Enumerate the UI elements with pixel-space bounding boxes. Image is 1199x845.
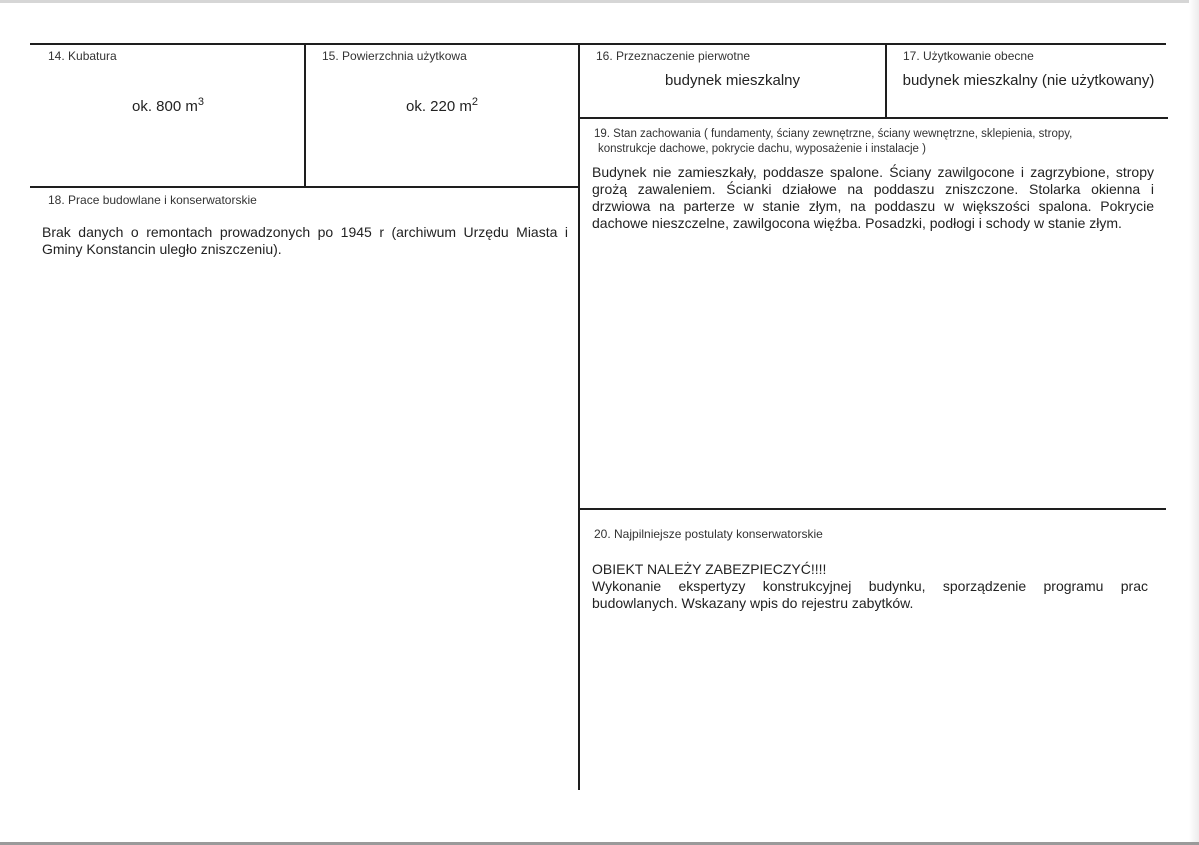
powierzchnia-value-text: ok. 220 m — [406, 98, 472, 115]
powierzchnia-value — [306, 96, 578, 115]
grid-line-under-16-17 — [578, 117, 1168, 119]
grid-line-top-right — [578, 43, 1166, 45]
przeznaczenie-value: budynek mieszkalny — [664, 72, 801, 89]
przeznaczenie-label: 16. Przeznaczenie pierwotne — [596, 49, 751, 63]
postulaty-headline: OBIEKT NALEŻY ZABEZPIECZYĆ!!!! — [592, 561, 827, 577]
scan-edge-top — [0, 0, 1199, 3]
kubatura-value-text: ok. 800 m — [132, 98, 198, 115]
kubatura-unit-power: 3 — [197, 96, 204, 108]
powierzchnia-unit-power: 2 — [471, 96, 478, 108]
stan-label-cont: konstrukcje dachowe, pokrycie dachu, wyposażenie i instalacje ) — [598, 143, 926, 155]
stan-label: 19. Stan zachowania ( fundamenty, ściany zewnętrzne, ściany wewnętrzne, sklepienia, stropy, — [594, 128, 1073, 140]
prace-text: Brak danych o remontach prowadzonych po 1945 r (archiwum Urzędu Miasta i Gminy Konstancin uległo zniszczeniu). — [42, 224, 568, 257]
postulaty-label: 20. Najpilniejsze postulaty konserwatorskie — [594, 527, 823, 541]
powierzchnia-label: 15. Powierzchnia użytkowa — [322, 49, 467, 63]
grid-line-under-14-15 — [30, 186, 578, 188]
postulaty-text-line-2: budowlanych. Wskazany wpis do rejestru zabytków. — [592, 595, 914, 611]
stan-text: Budynek nie zamieszkały, poddasze spalone. Ściany zawilgocone i zagrzybione, stropy grożą zawaleniem. Ścianki działowe na poddaszu zniszczone. Stolarka okienna i drzwiowa na parterze w stanie złym, na poddaszu w większości spalona. Pokrycie dachowe nieszczelne, zawilgocona więźba. Posadzki, podłogi i schody w stanie złym. — [592, 164, 1154, 231]
grid-line-divider-14-15 — [304, 45, 306, 187]
kubatura-label: 14. Kubatura — [48, 49, 117, 63]
uzytkowanie-label: 17. Użytkowanie obecne — [903, 49, 1034, 63]
kubatura-value — [32, 96, 304, 115]
scan-edge-right — [1189, 0, 1199, 845]
grid-line-under-19 — [578, 508, 1166, 510]
prace-label: 18. Prace budowlane i konserwatorskie — [48, 193, 257, 207]
postulaty-text-line-1: Wykonanie ekspertyzy konstrukcyjnej budynku, sporządzenie programu prac — [592, 578, 1148, 594]
grid-line-center-vertical — [578, 45, 580, 790]
uzytkowanie-value: budynek mieszkalny (nie użytkowany) — [902, 72, 1155, 89]
